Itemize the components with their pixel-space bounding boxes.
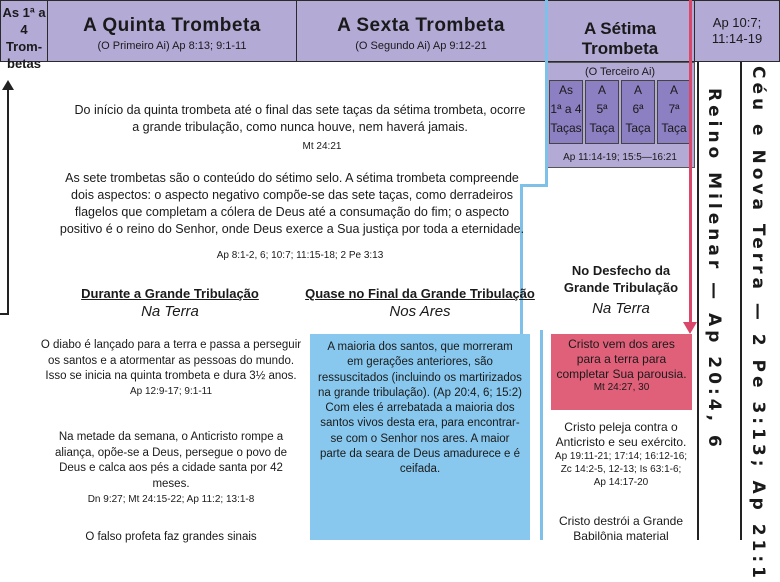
divider-right-1 xyxy=(697,62,699,540)
durante-p3: O falso profeta faz grandes sinais xyxy=(85,531,257,543)
col1-line2: Trom- xyxy=(5,39,43,54)
header-sexta xyxy=(296,0,546,62)
ref-line1: Ap 10:7; xyxy=(712,15,762,30)
left-arrow-foot xyxy=(0,313,9,315)
sexta-title: A Sexta Trombeta xyxy=(337,15,505,36)
desfecho-p1-ref: Ap 19:11-21; 17:14; 16:12-16; Zc 14:2-5, 12-13; Is 63:1-6; Ap 14:17-20 xyxy=(554,451,688,488)
taca-7-l1: A xyxy=(669,83,678,97)
taca-6-l3: Taça xyxy=(625,121,651,135)
desfecho-red-box xyxy=(551,334,692,410)
quase-box xyxy=(310,334,530,540)
setima-title: A Sétima Trombeta xyxy=(581,19,659,58)
tacas-box xyxy=(545,62,695,168)
desfecho-red-text: Cristo vem dos ares para a terra para completar Sua parousia. xyxy=(556,337,687,381)
header-col1 xyxy=(0,0,48,71)
durante-place: Na Terra xyxy=(141,303,199,320)
intro-p1: Do início da quinta trombeta até o final das sete taças da sétima trombeta, ocorre a grande tribulação, como nunca houve, nem haverá jamais. xyxy=(74,103,526,134)
desfecho-heading: No Desfecho da Grande Tribulação xyxy=(563,263,679,295)
intro-p1-ref: Mt 24:21 xyxy=(302,141,342,152)
taca-6-l2: 6ª xyxy=(632,102,644,116)
col1-line3: betas xyxy=(7,56,41,71)
header-quinta xyxy=(47,0,297,62)
taca-7 xyxy=(657,80,691,144)
taca-1 xyxy=(549,80,583,144)
taca-5-l1: A xyxy=(597,83,606,97)
reino-milenar-text: Reino Milenar — Ap 20:4, 6 xyxy=(704,88,724,451)
header-setima xyxy=(545,0,695,62)
divider-right-2 xyxy=(740,62,742,540)
col1-line1: As 1ª a 4 xyxy=(2,5,46,37)
taca-5-l3: Taça xyxy=(589,121,615,135)
desfecho-column xyxy=(554,262,688,317)
durante-heading: Durante a Grande Tribulação xyxy=(81,286,259,301)
ceu-nova-terra-text: Céu e Nova Terra — 2 Pe 3:13; Ap 21:1 xyxy=(748,66,768,582)
durante-column xyxy=(40,286,300,320)
left-arrow-line xyxy=(7,88,9,314)
taca-6 xyxy=(621,80,655,144)
durante-p1: O diabo é lançado para a terra e passa a perseguir os santos e a atormentar as pessoas do mundo. Isso se inicia na quinta trombeta e dura 3½ anos. xyxy=(40,339,302,382)
desfecho-p2: Cristo destrói a Grande Babilônia material xyxy=(558,514,684,543)
blue-line-right xyxy=(540,330,543,540)
desfecho-place: Na Terra xyxy=(592,300,650,317)
blue-line xyxy=(545,0,548,186)
red-line xyxy=(689,0,692,326)
quinta-title: A Quinta Trombeta xyxy=(83,15,261,36)
durante-p2-ref: Dn 9:27; Mt 24:15-22; Ap 11:2; 13:1-8 xyxy=(87,494,255,505)
intro-p2: As sete trombetas são o conteúdo do sétimo selo. A sétima trombeta compreende dois aspectos: o aspecto negativo compõe-se das sete taças, como derradeiros flagelos que completam a cólera de Deus até a consumação do fim; o aspecto positivo é o reino do Senhor, onde Deus exerce a Sua justiça por toda a eternidade. xyxy=(59,171,525,236)
quinta-sub: (O Primeiro Ai) Ap 8:13; 9:1-11 xyxy=(97,40,247,52)
taca-7-l3: Taça xyxy=(661,121,687,135)
quase-text: A maioria dos santos, que morreram em gerações anteriores, são ressuscitados (incluindo os martirizados na grande tribulação). (Ap 20:4, 6; 15:2) Com eles é arrebatada a maioria dos santos vivos desta era, para encontrar-se com o Senhor nos ares. A maior parte da seara de Deus amadurece e é ceifada. xyxy=(318,341,522,476)
taca-5-l2: 5ª xyxy=(596,102,608,116)
taca-6-l1: A xyxy=(633,83,642,97)
taca-1-l3: Taças xyxy=(550,121,582,135)
taca-1-l1: As xyxy=(558,83,573,97)
taca-5 xyxy=(585,80,619,144)
intro-p2-ref: Ap 8:1-2, 6; 10:7; 11:15-18; 2 Pe 3:13 xyxy=(216,250,384,261)
ref-line2: 11:14-19 xyxy=(711,31,763,46)
durante-p2: Na metade da semana, o Anticristo rompe a aliança, opõe-se a Deus, persegue o povo de Deus e calca aos pés a cidade santa por 42 meses. xyxy=(54,431,288,490)
left-arrow-head-icon xyxy=(2,80,14,90)
quase-heading: Quase no Final da Grande Tribulação xyxy=(305,286,535,301)
quase-place: Nos Ares xyxy=(389,303,451,320)
desfecho-p1: Cristo peleja contra o Anticristo e seu exército. xyxy=(555,420,687,449)
red-arrow-head-icon xyxy=(683,322,697,334)
header-ref xyxy=(694,0,780,62)
durante-p1-ref: Ap 12:9-17; 9:1-11 xyxy=(129,386,213,397)
taca-1-l2: 1ª a 4 xyxy=(550,102,582,116)
tacas-ref: Ap 11:14-19; 15:5—16:21 xyxy=(563,152,677,163)
quase-column xyxy=(300,286,540,320)
taca-7-l2: 7ª xyxy=(668,102,680,116)
desfecho-red-ref: Mt 24:27, 30 xyxy=(593,382,650,393)
tacas-caption: (O Terceiro Ai) xyxy=(584,66,656,78)
sexta-sub: (O Segundo Ai) Ap 9:12-21 xyxy=(355,40,487,52)
